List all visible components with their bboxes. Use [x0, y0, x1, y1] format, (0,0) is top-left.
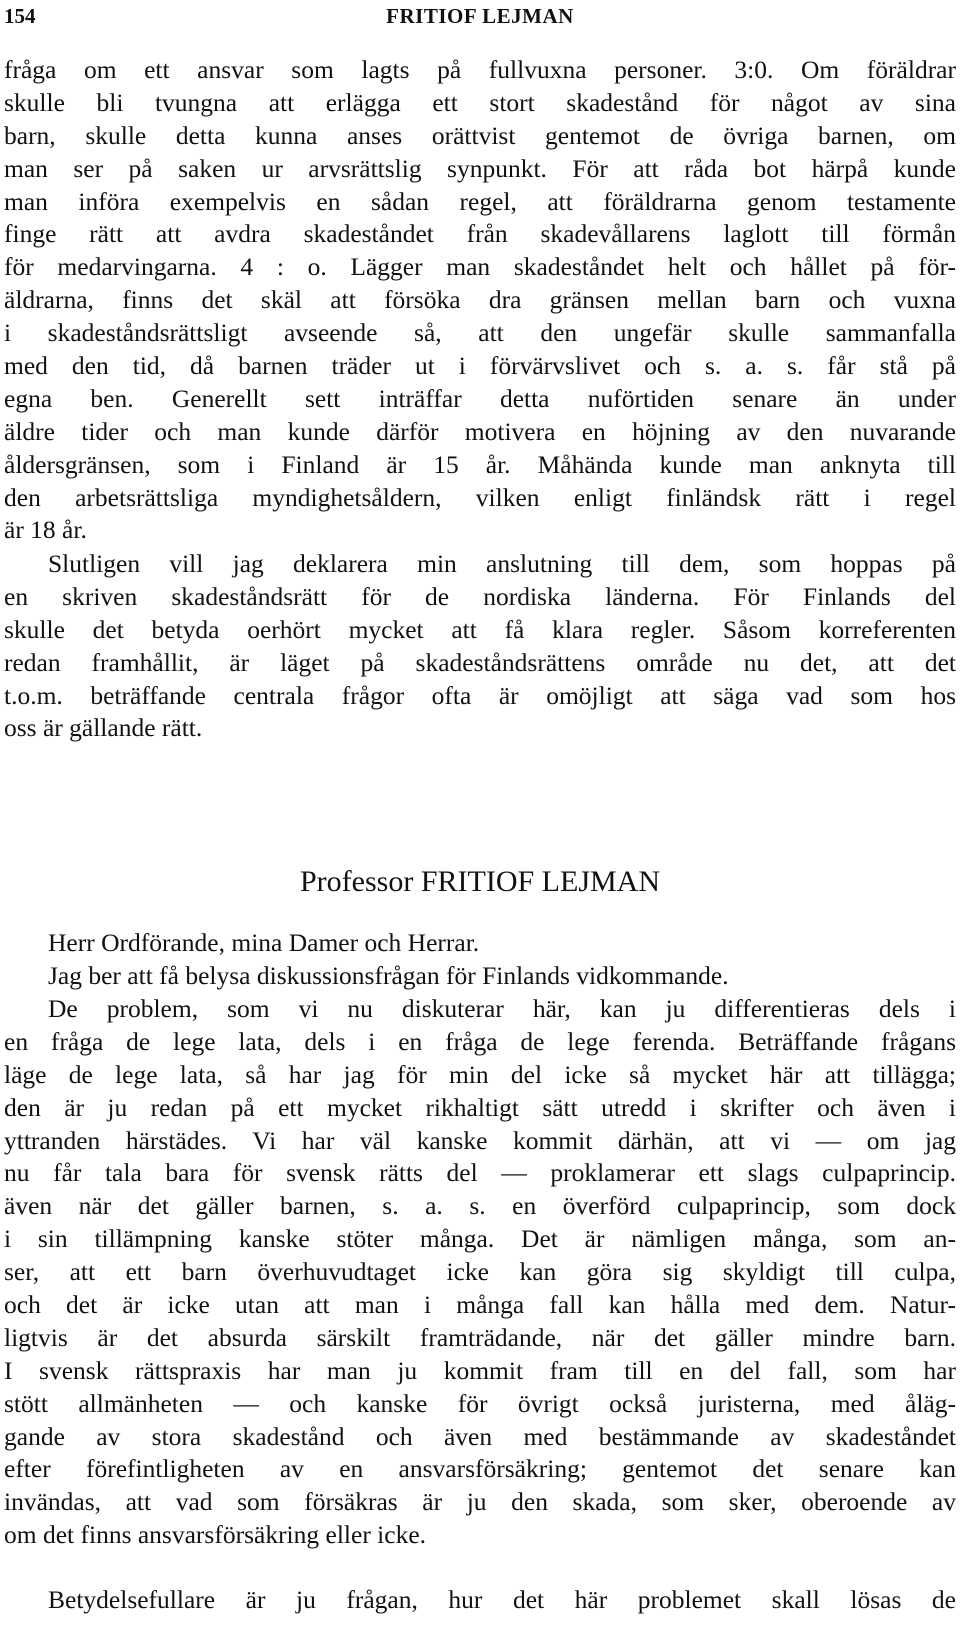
running-head: FRITIOF LEJMAN — [386, 4, 574, 28]
text-line: den arbetsrättsliga myndighetsåldern, vilken enligt finländsk rätt i regel — [4, 482, 956, 512]
text-line: om det finns ansvarsförsäkring eller icke. — [4, 1520, 427, 1550]
text-line: I svensk rättspraxis har man ju kommit fram till en del fall, som har — [4, 1355, 956, 1385]
text-line: oss är gällande rätt. — [4, 713, 203, 743]
text-line: äldre tider och man kunde därför motivera en höjning av den nuvarande — [4, 416, 956, 446]
text-line: redan framhållit, är läget på skadeståndsrättens område nu det, att det — [4, 647, 956, 677]
text-line: egna ben. Generellt sett inträffar detta nuförtiden senare än under — [4, 383, 956, 413]
text-line: åldersgränsen, som i Finland är 15 år. Måhända kunde man anknyta till — [4, 449, 956, 479]
text-line: nu får tala bara för svensk rätts del — proklamerar ett slags culpaprincip. — [4, 1158, 956, 1188]
text-line: skulle bli tvungna att erlägga ett stort skadestånd för något av sina — [4, 87, 956, 117]
text-line: ser, att ett barn överhuvudtaget icke kan göra sig skyldigt till culpa, — [4, 1257, 956, 1287]
page-number: 154 — [4, 4, 36, 28]
text-line: i skadeståndsrättsligt avseende så, att den ungefär skulle sammanfalla — [4, 318, 956, 348]
greeting — [4, 927, 956, 993]
paragraph-4 — [4, 1584, 956, 1617]
text-line: en fråga de lege lata, dels i en fråga de lege ferenda. Beträffande frågans — [4, 1026, 956, 1056]
text-line: gande av stora skadestånd och även med bestämmande av skadeståndet — [4, 1421, 956, 1451]
text-line: Betydelsefullare är ju frågan, hur det här problemet skall lösas de — [48, 1585, 956, 1614]
text-line: De problem, som vi nu diskuterar här, kan ju differentieras dels i — [48, 994, 956, 1023]
text-line: ligtvis är det absurda särskilt framträdande, när det gäller mindre barn. — [4, 1322, 956, 1352]
text-line: en skriven skadeståndsrätt för de nordiska länderna. För Finlands del — [4, 581, 956, 611]
text-line: den är ju redan på ett mycket rikhaltigt sätt utredd i skrifter och även i — [4, 1092, 956, 1122]
text-line: man införa exempelvis en sådan regel, att föräldrarna genom testamente — [4, 186, 956, 216]
paragraph-3 — [4, 993, 956, 1552]
text-line: Slutligen vill jag deklarera min anslutning till dem, som hoppas på — [48, 549, 956, 578]
speaker-heading: Professor FRITIOF LEJMAN — [300, 865, 660, 898]
paragraph-2 — [4, 548, 956, 745]
text-line: Jag ber att få belysa diskussionsfrågan för Finlands vidkommande. — [48, 960, 729, 990]
text-line: man ser på saken ur arvsrättslig synpunkt. För att råda bot härpå kunde — [4, 153, 956, 183]
text-line: äldrarna, finns det skäl att försöka dra gränsen mellan barn och vuxna — [4, 285, 956, 315]
text-line: med den tid, då barnen träder ut i förvärvslivet och s. a. s. får stå på — [4, 351, 956, 381]
text-line: fråga om ett ansvar som lagts på fullvuxna personer. 3:0. Om föräldrar — [4, 55, 956, 84]
text-line: Herr Ordförande, mina Damer och Herrar. — [48, 928, 480, 957]
text-line: t.o.m. beträffande centrala frågor ofta är omöjligt att säga vad som hos — [4, 680, 956, 710]
page-header — [4, 4, 956, 30]
text-line: för medarvingarna. 4 : o. Lägger man skadeståndet helt och hållet på för- — [4, 252, 956, 282]
text-line: efter förefintligheten av en ansvarsförsäkring; gentemot det senare kan — [4, 1454, 956, 1484]
paragraph-1 — [4, 54, 956, 547]
text-line: är 18 år. — [4, 515, 87, 545]
text-line: barn, skulle detta kunna anses orättvist gentemot de övriga barnen, om — [4, 120, 956, 150]
text-line: läge de lege lata, så har jag för min del icke så mycket här att tillägga; — [4, 1059, 956, 1089]
text-line: i sin tillämpning kanske stöter många. Det är nämligen många, som an- — [4, 1224, 956, 1254]
text-line: även när det gäller barnen, s. a. s. en överförd culpaprincip, som dock — [4, 1191, 956, 1221]
text-line: stött allmänheten — och kanske för övrigt också juristerna, med åläg- — [4, 1388, 956, 1418]
text-line: och det är icke utan att man i många fall kan hålla med dem. Natur- — [4, 1290, 956, 1320]
text-line: yttranden härstädes. Vi har väl kanske kommit därhän, att vi — om jag — [4, 1125, 956, 1155]
text-line: invändas, att vad som försäkras är ju den skada, som sker, oberoende av — [4, 1487, 956, 1517]
text-line: finge rätt att avdra skadeståndet från skadevållarens laglott till förmån — [4, 219, 956, 249]
text-line: skulle det betyda oerhört mycket att få klara regler. Såsom korreferenten — [4, 614, 956, 644]
